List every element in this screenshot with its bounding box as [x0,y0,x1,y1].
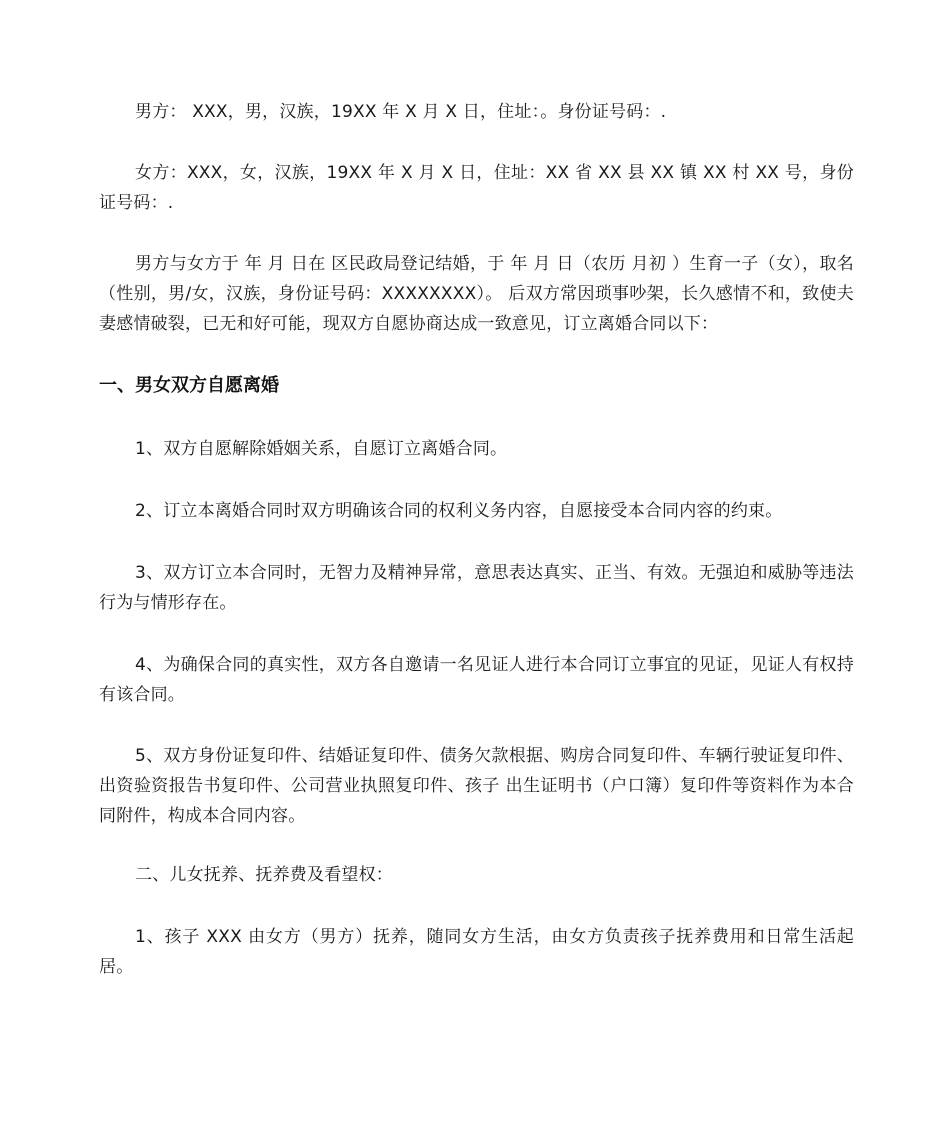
section-1-item-1: 1、双方自愿解除婚姻关系，自愿订立离婚合同。 [135,439,508,459]
male-party-paragraph: 男方： XXX，男，汉族，19XX 年 X 月 X 日，住址：。身份证号码：. [135,102,667,122]
section-2-heading: 二、儿女抚养、抚养费及看望权： [135,865,393,885]
section-1-item-4: 4、为确保合同的真实性，双方各自邀请一名见证人进行本合同订立事宜的见证，见证人有权持有该合同。 [99,655,854,705]
section-1-item-3: 3、双方订立本合同时，无智力及精神异常，意思表达真实、正当、有效。无强迫和威胁等违法行为与情形存在。 [99,563,854,613]
female-party-paragraph: 女方：XXX，女，汉族，19XX 年 X 月 X 日，住址：XX 省 XX 县 XX 镇 XX 村 XX 号，身份证号码：. [99,163,854,213]
section-1-heading: 一、男女双方自愿离婚 [99,375,279,396]
section-2-item-1: 1、孩子 XXX 由女方（男方）抚养，随同女方生活，由女方负责孩子抚养费用和日常生活起居。 [99,927,854,977]
intro-paragraph: 男方与女方于 年 月 日在 区民政局登记结婚，于 年 月 日（农历 月初 ）生育一子（女），取名 （性别，男/女，汉族，身份证号码：XXXXXXXX）。 后双方常因琐事吵架，长久感情不和，致使夫妻感情破裂，已无和好可能，现双方自愿协商达成一致意见，订立离婚合同以下： [99,254,854,334]
section-1-item-5: 5、双方身份证复印件、结婚证复印件、债务欠款根据、购房合同复印件、车辆行驶证复印件、出资验资报告书复印件、公司营业执照复印件、孩子 出生证明书（户口簿）复印件等资料作为本合同附件，构成本合同内容。 [99,746,854,826]
section-1-item-2: 2、订立本离婚合同时双方明确该合同的权利义务内容，自愿接受本合同内容的约束。 [135,501,783,521]
